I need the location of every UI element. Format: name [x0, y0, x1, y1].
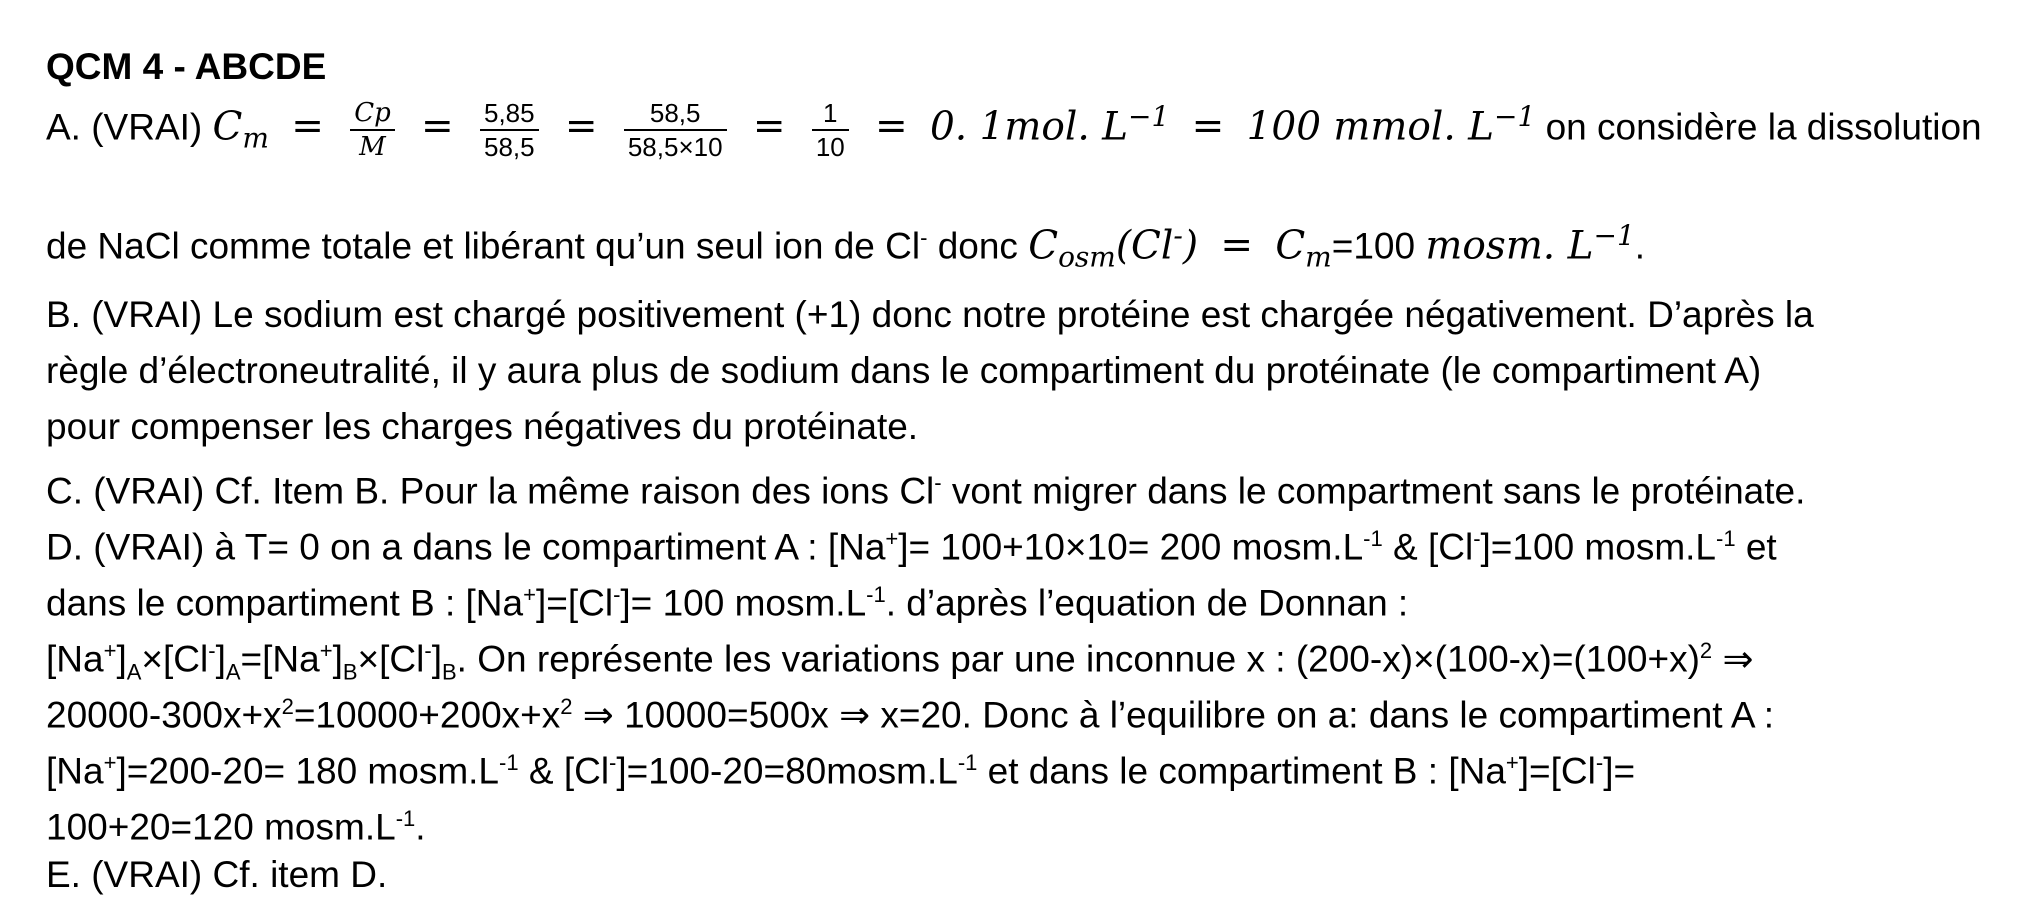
charge-minus: - — [1173, 219, 1183, 252]
text: & [Cl — [1393, 526, 1474, 568]
fraction-mass-over-molar — [480, 97, 539, 163]
equals-sign: = — [421, 104, 454, 150]
cm2-subscript: m — [1305, 240, 1332, 274]
charge-plus: + — [319, 638, 333, 663]
text: ]=100-20=80mosm.L — [616, 750, 958, 792]
page-title: QCM 4 - ABCDE — [46, 46, 327, 87]
text: ]=[Cl — [535, 582, 614, 624]
charge-minus: - — [1473, 526, 1481, 551]
cosm-symbol: C — [1028, 223, 1059, 269]
equals-sign: = — [1191, 104, 1225, 150]
fraction-numerator: Cp — [350, 97, 395, 131]
text: ] — [215, 638, 226, 680]
item-a-line-2-text: de NaCl comme totale et libérant qu’un seul ion de Cl — [46, 225, 921, 267]
subscript-b: B — [441, 659, 457, 685]
osm-unit: mosm. L — [1425, 223, 1594, 269]
text: & [Cl — [528, 750, 610, 792]
text: ]= 100 mosm.L — [620, 582, 867, 624]
implies-arrow: ⇒ — [1722, 638, 1754, 680]
equals-sign: = — [752, 104, 786, 150]
text: dans le compartiment B : [Na — [46, 582, 524, 624]
item-c-line-1 — [46, 459, 1805, 515]
exponent: −1 — [1128, 100, 1170, 133]
fraction-scaled — [624, 97, 727, 163]
charge-minus: - — [609, 750, 617, 775]
text: . On représente les variations par une inconnue x : (200-x)×(100-x)=(100+x) — [456, 638, 1700, 680]
text: . d’après l’equation de Donnan : — [885, 582, 1409, 624]
cosm-subscript: osm — [1058, 240, 1116, 274]
cl-close-paren: ) — [1182, 223, 1199, 269]
item-d-line-1 — [46, 515, 1777, 571]
osm-value: =100 — [1331, 225, 1416, 267]
text: =10000+200x+x — [293, 694, 561, 736]
text: D. (VRAI) à T= 0 on a dans le compartiment A : [Na — [46, 526, 886, 568]
exponent: -1 — [957, 750, 978, 775]
charge-plus: + — [1505, 750, 1519, 775]
item-c-text-a: C. (VRAI) Cf. Item B. Pour la même raison des ions Cl — [46, 470, 935, 512]
exponent: 2 — [1699, 638, 1713, 663]
fraction-numerator: 5,85 — [480, 97, 539, 131]
charge-minus: - — [920, 225, 928, 250]
charge-minus: - — [424, 638, 432, 663]
text: ⇒ 10000=500x ⇒ x=20. Donc à l’equilibre on a: dans le compartiment A : — [582, 694, 1775, 736]
fraction-numerator: 1 — [812, 97, 849, 131]
cl-expression: (Cl — [1115, 223, 1174, 269]
exponent: −1 — [1593, 219, 1635, 252]
exponent: −1 — [1494, 100, 1536, 133]
text: ×[Cl — [141, 638, 209, 680]
item-a-prefix: A. (VRAI) — [46, 106, 203, 148]
text: ] — [332, 638, 343, 680]
fraction-denominator: 10 — [815, 131, 845, 162]
fraction-denominator: 58,5×10 — [627, 131, 723, 162]
charge-plus: + — [523, 582, 536, 607]
text: et dans le compartiment B : [Na — [987, 750, 1506, 792]
text: et — [1745, 526, 1777, 568]
exponent: -1 — [395, 806, 416, 831]
charge-plus: + — [103, 638, 117, 663]
exponent: -1 — [1363, 526, 1383, 551]
item-d-line-4 — [46, 683, 1774, 739]
text: ]=200-20= 180 mosm.L — [116, 750, 500, 792]
item-d-line-2 — [46, 571, 1408, 627]
exponent: -1 — [499, 750, 519, 775]
item-e-line-1: E. (VRAI) Cf. item D. — [46, 854, 388, 895]
exponent: 2 — [560, 694, 573, 719]
subscript-a: A — [225, 659, 241, 685]
item-b-line-1: B. (VRAI) Le sodium est chargé positivement (+1) donc notre protéine est chargée négativement. D’après la — [46, 294, 1814, 335]
text: . — [415, 806, 426, 848]
text: ]= — [1603, 750, 1636, 792]
item-b-line-3: pour compenser les charges négatives du protéinate. — [46, 406, 919, 447]
text: ]=100 mosm.L — [1480, 526, 1717, 568]
item-a-line-1 — [46, 93, 1982, 163]
item-d-line-5 — [46, 739, 1635, 795]
fraction-numerator: 58,5 — [624, 97, 727, 131]
cm2-symbol: C — [1275, 223, 1306, 269]
item-a-donc: donc — [937, 225, 1018, 267]
text: =[Na — [240, 638, 320, 680]
subscript-b: B — [342, 659, 358, 685]
fraction-denominator: M — [359, 131, 386, 162]
text: 20000-300x+x — [46, 694, 282, 736]
charge-minus: - — [208, 638, 216, 663]
cm-symbol: C — [212, 104, 243, 150]
text: [Na — [46, 638, 104, 680]
subscript-a: A — [126, 659, 142, 685]
exponent: -1 — [866, 582, 886, 607]
equals-sign: = — [1220, 223, 1254, 269]
cm-subscript: m — [242, 121, 269, 155]
text: ] — [116, 638, 127, 680]
item-a-line-2 — [46, 212, 1645, 282]
charge-minus: - — [613, 582, 621, 607]
item-d-line-6 — [46, 795, 426, 851]
end-period: . — [1634, 225, 1646, 267]
item-a-tail: on considère la dissolution — [1545, 106, 1982, 148]
fraction-denominator: 58,5 — [483, 131, 535, 162]
charge-minus: - — [934, 470, 942, 495]
exponent: 2 — [281, 694, 294, 719]
equals-sign: = — [875, 104, 908, 150]
text: ]= 100+10×10= 200 mosm.L — [898, 526, 1364, 568]
charge-minus: - — [1595, 750, 1604, 775]
text: [Na — [46, 750, 104, 792]
equals-sign: = — [291, 104, 324, 150]
fraction-cp-over-m — [350, 97, 395, 163]
concentration-value-mol: 0. 1mol. L — [929, 104, 1129, 150]
text: ×[Cl — [357, 638, 425, 680]
text: ]=[Cl — [1518, 750, 1596, 792]
equals-sign: = — [564, 104, 598, 150]
item-b-line-2: règle d’électroneutralité, il y aura plus de sodium dans le compartiment du protéinate (le compartiment A) — [46, 350, 1762, 391]
text: ] — [431, 638, 442, 680]
exponent: -1 — [1716, 526, 1736, 551]
charge-plus: + — [103, 750, 117, 775]
text: 100+20=120 mosm.L — [46, 806, 396, 848]
charge-plus: + — [885, 526, 899, 551]
item-c-text-b: vont migrer dans le compartment sans le protéinate. — [951, 470, 1806, 512]
fraction-one-tenth — [812, 97, 849, 163]
concentration-value-mmol: 100 mmol. L — [1246, 104, 1495, 150]
